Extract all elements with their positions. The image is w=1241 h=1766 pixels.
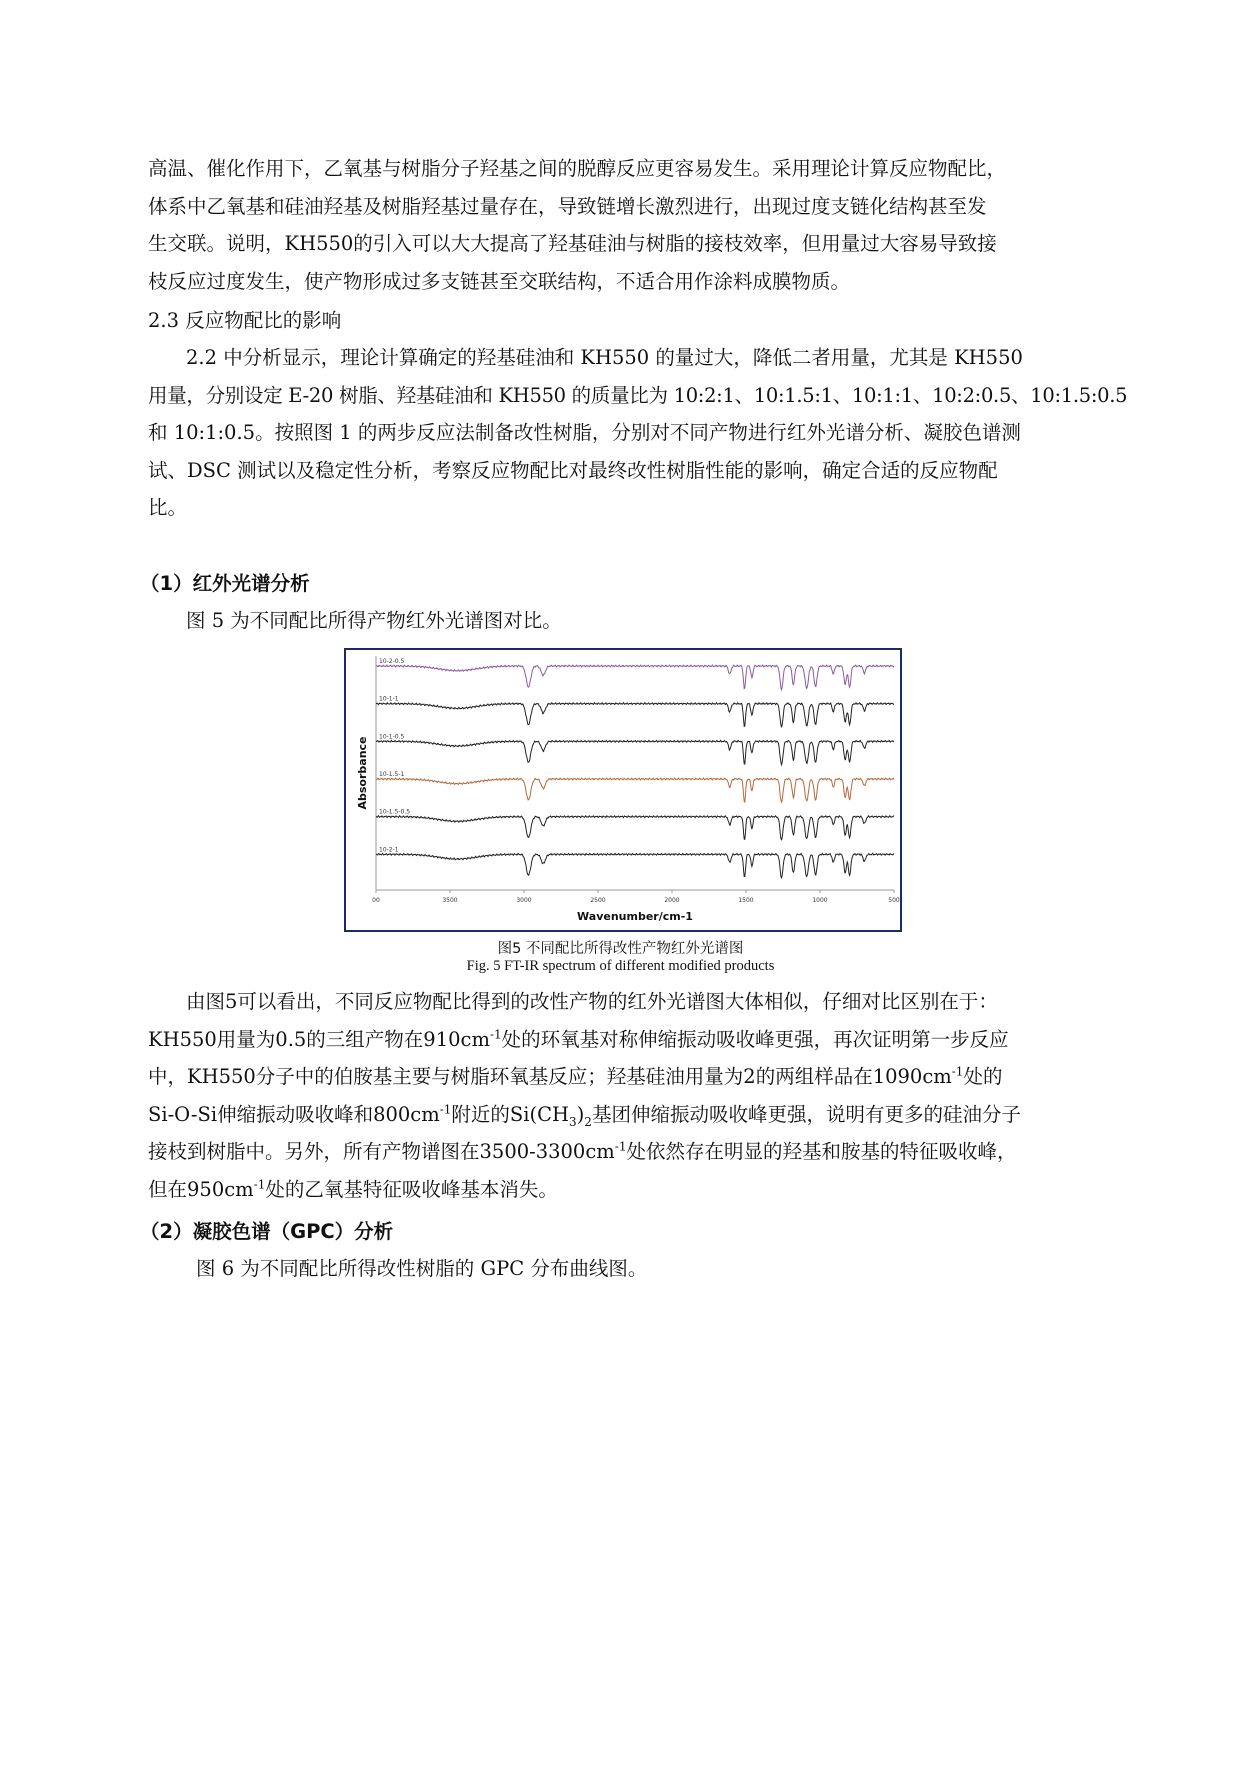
paragraph-top	[148, 150, 1098, 300]
text-line: 生交联。说明，KH550的引入可以大大提高了羟基硅油与树脂的接枝效率，但用量过大容易导致接	[148, 232, 997, 256]
subheading-gpc-analysis: （2）凝胶色谱（GPC）分析	[140, 1220, 394, 1243]
section-heading-2-3: 2.3 反应物配比的影响	[148, 309, 342, 332]
spectrum-line	[376, 740, 894, 764]
text-line: 和 10:1:0.5。按照图 1 的两步反应法制备改性树脂，分别对不同产物进行红外光谱分析、凝胶色谱测	[148, 421, 1021, 445]
series-label: 10-1-1	[379, 695, 399, 703]
text-line: 比。	[148, 496, 188, 520]
text-line: 试、DSC 测试以及稳定性分析，考察反应物配比对最终改性树脂性能的影响，确定合适的反应物配	[148, 458, 998, 482]
spectrum-line	[376, 703, 894, 728]
text-line: 枝反应过度发生，使产物形成过多支链甚至交联结构，不适合用作涂料成膜物质。	[148, 269, 851, 293]
x-tick-label: 3500	[442, 897, 458, 904]
series-label: 10-2-1	[379, 846, 399, 854]
x-tick-label: 2500	[590, 897, 606, 904]
text-line: 接枝到树脂中。另外，所有产物谱图在$3500-3300cm^{-1}$处依然存在明显的羟基和胺基的特征吸收峰，	[148, 1139, 1017, 1164]
x-tick-label: 1500	[738, 897, 754, 904]
text-line: KH550用量为0.5的三组产物在$910cm^{-1}$处的环氧基对称伸缩振动吸收峰更强，再次证明第一步反应	[148, 1027, 1009, 1051]
x-tick-label: 3000	[516, 897, 532, 904]
x-axis-label: Wavenumber/cm-1	[577, 910, 693, 923]
text-line: 但在$950cm^{-1}$处的乙氧基特征吸收峰基本消失。	[148, 1177, 558, 1201]
ir-chart	[346, 650, 900, 930]
x-tick-label: 00	[372, 897, 380, 904]
text-line: 体系中乙氧基和硅油羟基及树脂羟基过量存在，导致链增长激烈进行，出现过度支链化结构甚至发	[148, 194, 987, 218]
text-line: 中，KH550分子中的伯胺基主要与树脂环氧基反应；羟基硅油用量为2的两组样品在$1090cm^{-1}$处的	[148, 1064, 1003, 1089]
series-label: 10-2-0.5	[379, 658, 405, 665]
spectrum-line	[376, 665, 894, 690]
paragraph-analysis	[148, 983, 1098, 1209]
paragraph-section-2-3	[148, 339, 1128, 527]
text-line: 由图5可以看出，不同反应物配比得到的改性产物的红外光谱图大体相似，仔细对比区别在于：	[186, 990, 998, 1013]
figure-5-intro: 图 5 为不同配比所得产物红外光谱图对比。	[186, 609, 562, 632]
x-tick-label: 1000	[812, 897, 828, 904]
series-label: 10-1-0.5	[379, 733, 405, 741]
text-line: Si-O-Si伸缩振动吸收峰和$800cm^{-1}$附近的$Si(CH_3)_2$基团伸缩振动吸收峰更强，说明有更多的硅油分子	[148, 1102, 1021, 1129]
figure-5-caption-en: Fig. 5 FT-IR spectrum of different modified products	[466, 958, 775, 974]
x-tick-label: 500	[888, 897, 900, 904]
x-tick-label: 2000	[664, 897, 680, 904]
spectrum-line	[376, 778, 894, 802]
figure-6-intro: 图 6 为不同配比所得改性树脂的 GPC 分布曲线图。	[196, 1257, 648, 1280]
text-line: 高温、催化作用下，乙氧基与树脂分子羟基之间的脱醇反应更容易发生。采用理论计算反应物配比，	[148, 157, 1007, 180]
figure-5-caption-cn: 图5 不同配比所得改性产物红外光谱图	[497, 941, 744, 957]
spectrum-line	[376, 853, 894, 877]
figure-5-ir-spectrum	[344, 648, 902, 932]
series-label: 10-1.5-1	[379, 771, 405, 778]
text-line: 2.2 中分析显示，理论计算确定的羟基硅油和 KH550 的量过大，降低二者用量，尤其是 KH550	[186, 346, 1023, 369]
text-line: 用量，分别设定 E-20 树脂、羟基硅油和 KH550 的质量比为 10:2:1、10:1.5:1、10:1:1、10:2:0.5、10:1.5:0.5	[148, 383, 1128, 407]
series-label: 10-1.5-0.5	[379, 808, 411, 816]
subheading-ir-analysis: （1）红外光谱分析	[140, 572, 310, 595]
y-axis-label: Absorbance	[356, 736, 369, 810]
spectrum-line	[376, 816, 894, 840]
